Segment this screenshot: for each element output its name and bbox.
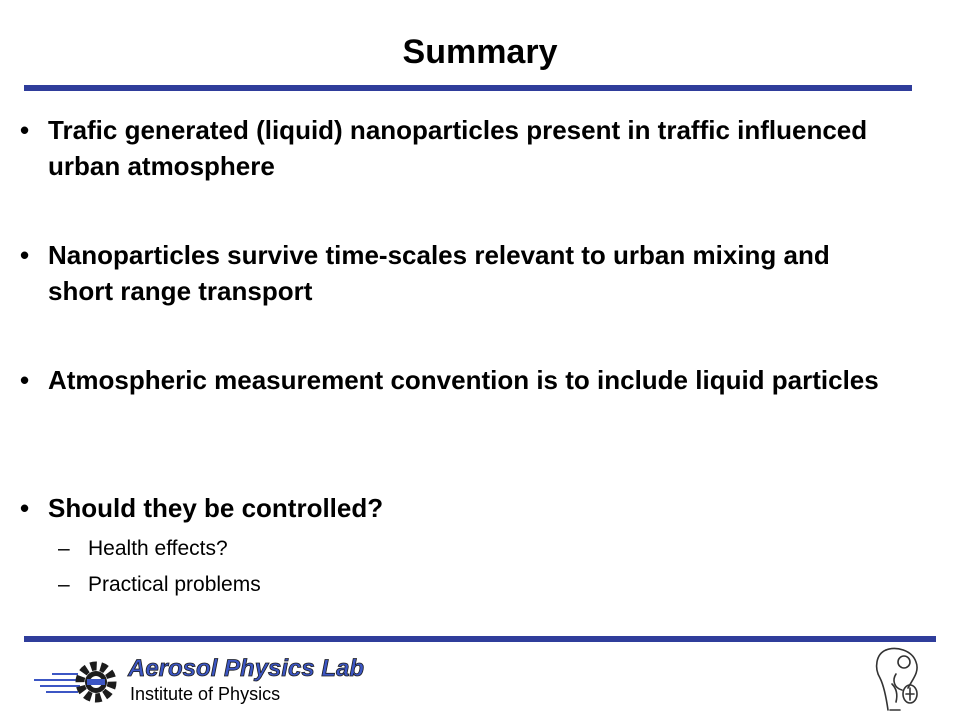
speed-lines-icon	[34, 674, 80, 692]
sub-bullet-marker: –	[58, 537, 70, 560]
bullet-marker: •	[20, 115, 30, 145]
gear-icon	[80, 666, 112, 698]
bullet-text: Atmospheric measurement convention is to include liquid particles	[48, 365, 879, 395]
sub-bullet-marker: –	[58, 573, 70, 596]
lab-name: Aerosol Physics Lab	[128, 655, 365, 682]
bullet-text: Trafic generated (liquid) nanoparticles present in traffic influenced urban atmosphere	[48, 115, 868, 181]
slide-title: Summary	[402, 33, 558, 71]
sub-bullet-text: Practical problems	[88, 573, 261, 596]
bullet-text: Should they be controlled?	[48, 493, 384, 523]
bullet-marker: •	[20, 240, 30, 270]
lab-logo	[34, 650, 414, 710]
bullet-marker: •	[20, 365, 30, 395]
institute-name: Institute of Physics	[130, 684, 281, 704]
bullet-marker: •	[20, 493, 30, 523]
bullet-text: Nanoparticles survive time-scales relevant to urban mixing and short range transport	[48, 240, 830, 306]
gasmask-mascot-icon	[872, 644, 924, 716]
footer-divider	[24, 636, 936, 642]
sub-bullet-text: Health effects?	[88, 537, 228, 560]
